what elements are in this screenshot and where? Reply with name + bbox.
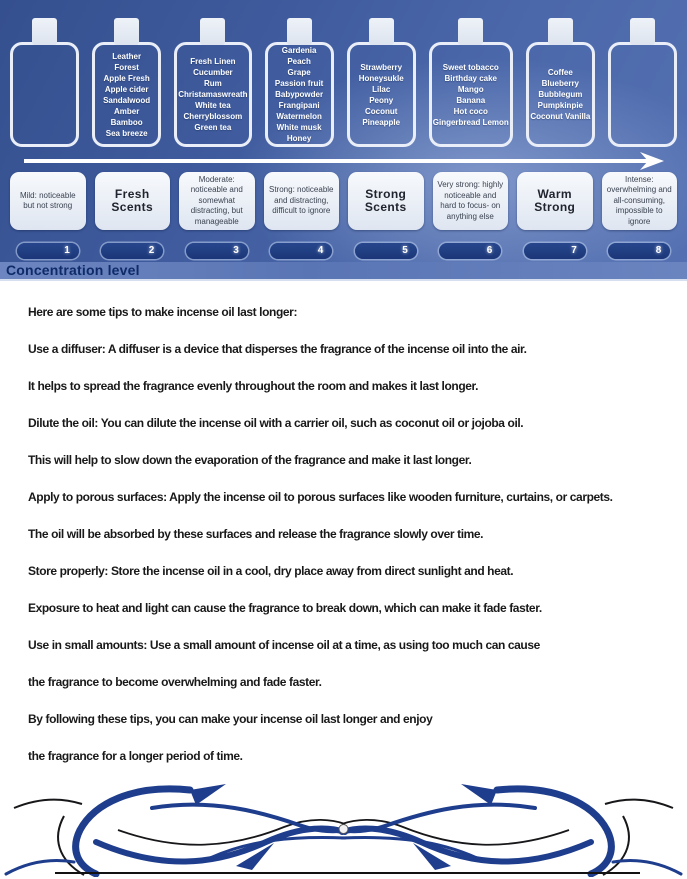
tips-text-block [0, 281, 687, 763]
scent-name: Honeysukle [358, 73, 404, 83]
tribal-divider-icon [0, 780, 687, 877]
tip-text-line: By following these tips, you can make your incense oil last longer and enjoy [28, 712, 433, 726]
scent-bottle [608, 18, 677, 147]
level-column [10, 172, 86, 259]
bottle-cap-icon [114, 18, 139, 45]
level-description: Strong: noticeable and distracting, difficult to ignore [264, 172, 340, 230]
tip-text-line: the fragrance for a longer period of time. [28, 749, 243, 763]
level-column [602, 172, 678, 259]
level-column [517, 172, 593, 259]
scent-name: Hot coco [453, 106, 488, 116]
level-number-pill: 6 [439, 243, 501, 259]
scent-name: Bamboo [110, 117, 143, 127]
bottle-cap-icon [458, 18, 483, 45]
scent-name: Blueberry [541, 79, 580, 88]
scent-name: Rum [203, 79, 222, 88]
scent-name: Forest [114, 62, 139, 72]
scent-bottle [347, 18, 416, 147]
bottle-row [0, 0, 687, 147]
scent-name: Green tea [194, 123, 232, 132]
bottle-body [10, 42, 79, 147]
scent-name: Grape [287, 68, 311, 77]
scent-name: Watermelon [276, 112, 322, 121]
level-number-pill: 4 [270, 243, 332, 259]
axis-band [0, 262, 687, 281]
tip-text-line: Here are some tips to make incense oil last longer: [28, 305, 298, 319]
scent-name: Apple cider [104, 84, 149, 94]
bottle-cap-icon [630, 18, 655, 45]
level-column [95, 172, 171, 259]
scent-bottle [10, 18, 79, 147]
level-description: Warm Strong [517, 172, 593, 230]
scent-bottle [92, 18, 161, 147]
tip-text-line: The oil will be absorbed by these surfaces and release the fragrance slowly over time. [28, 527, 484, 541]
tip-text-line: Use in small amounts: Use a small amount of incense oil at a time, as using too much can cause [28, 638, 540, 652]
scent-name: Amber [113, 106, 140, 116]
scent-name: Honey [286, 134, 312, 143]
right-arrow-icon [0, 150, 687, 172]
tip-text-line: This will help to slow down the evaporation of the fragrance and make it last longer. [28, 453, 472, 467]
scent-name: Sweet tobacco [442, 62, 499, 72]
level-column [264, 172, 340, 259]
bottle-body [526, 42, 595, 147]
scent-name: Peach [287, 57, 311, 66]
scent-name: Christamaswreath [178, 90, 248, 99]
level-description: Moderate: noticeable and somewhat distracting, but manageable [179, 172, 255, 230]
tip-text-line: the fragrance to become overwhelming and fade faster. [28, 675, 322, 689]
tip-text-line: It helps to spread the fragrance evenly throughout the room and makes it last longer. [28, 379, 479, 393]
tip-text-line: Store properly: Store the incense oil in a cool, dry place away from direct sunlight and heat. [28, 564, 514, 578]
scent-name: Gingerbread Lemon [432, 117, 509, 127]
scent-name: Cherryblossom [183, 112, 243, 121]
scent-name: Fresh Linen [190, 57, 236, 66]
level-column [433, 172, 509, 259]
bottle-body [265, 42, 334, 147]
scent-name: Banana [456, 95, 486, 105]
level-column [348, 172, 424, 259]
tribal-divider-ornament [0, 780, 687, 877]
tip-text-line: Exposure to heat and light can cause the fragrance to break down, which can make it fade faster. [28, 601, 542, 615]
scent-name: Coconut Vanilla [530, 112, 591, 121]
scent-name: Coffee [547, 68, 573, 77]
scent-name: Bubblegum [538, 90, 583, 99]
scent-name: Pumpkinpie [537, 101, 583, 110]
level-number-pill: 5 [355, 243, 417, 259]
level-description: Strong Scents [348, 172, 424, 230]
scent-name: Peony [369, 95, 394, 105]
level-number-pill: 8 [608, 243, 670, 259]
bottle-body [608, 42, 677, 147]
scent-name: Leather [112, 51, 142, 61]
level-number-pill: 2 [101, 243, 163, 259]
bottle-cap-icon [548, 18, 573, 45]
scent-name: Sandalwood [103, 95, 151, 105]
level-number-pill: 1 [17, 243, 79, 259]
scent-bottle [265, 18, 334, 147]
level-description: Intense: overwhelming and all-consuming, impossible to ignore [602, 172, 678, 230]
tip-text-line: Use a diffuser: A diffuser is a device that disperses the fragrance of the incense oil into the air. [28, 342, 527, 356]
tip-text-line: Dilute the oil: You can dilute the incense oil with a carrier oil, such as coconut oil or jojoba oil. [28, 416, 524, 430]
scent-name: Lilac [372, 84, 391, 94]
scent-bottle [174, 18, 251, 147]
bottle-body [92, 42, 161, 147]
scent-name: Frangipani [278, 101, 320, 110]
scent-name: Coconut [364, 106, 398, 116]
bottle-body [174, 42, 251, 147]
scent-name: Babypowder [275, 90, 324, 99]
bottle-cap-icon [200, 18, 225, 45]
level-description: Very strong: highly noticeable and hard to focus- on anything else [433, 172, 509, 230]
scent-name: Birthday cake [444, 73, 497, 83]
scent-name: Pineapple [362, 117, 401, 127]
bottle-cap-icon [369, 18, 394, 45]
concentration-banner [0, 0, 687, 281]
level-column [179, 172, 255, 259]
scent-name: Mango [457, 84, 484, 94]
level-row [0, 172, 687, 259]
tip-text-line: Apply to porous surfaces: Apply the incense oil to porous surfaces like wooden furniture, curtains, or carpets. [28, 490, 613, 504]
scent-name: Gardenia [281, 46, 317, 55]
scent-name: White tea [195, 101, 231, 110]
bottle-body [429, 42, 513, 147]
level-number-pill: 7 [524, 243, 586, 259]
scent-name: Sea breeze [105, 128, 148, 138]
level-description: Fresh Scents [95, 172, 171, 230]
concentration-arrow [0, 150, 687, 172]
concentration-level-label: Concentration level [6, 262, 140, 278]
bottle-cap-icon [32, 18, 57, 45]
level-description: Mild: noticeable but not strong [10, 172, 86, 230]
bottle-cap-icon [287, 18, 312, 45]
bottle-body [347, 42, 416, 147]
scent-name: Strawberry [360, 62, 403, 72]
scent-name: Cucumber [193, 68, 233, 77]
scent-bottle [429, 18, 513, 147]
scent-name: Apple Fresh [103, 73, 150, 83]
scent-bottle [526, 18, 595, 147]
scent-name: White musk [276, 123, 322, 132]
level-number-pill: 3 [186, 243, 248, 259]
scent-name: Passion fruit [274, 79, 324, 88]
